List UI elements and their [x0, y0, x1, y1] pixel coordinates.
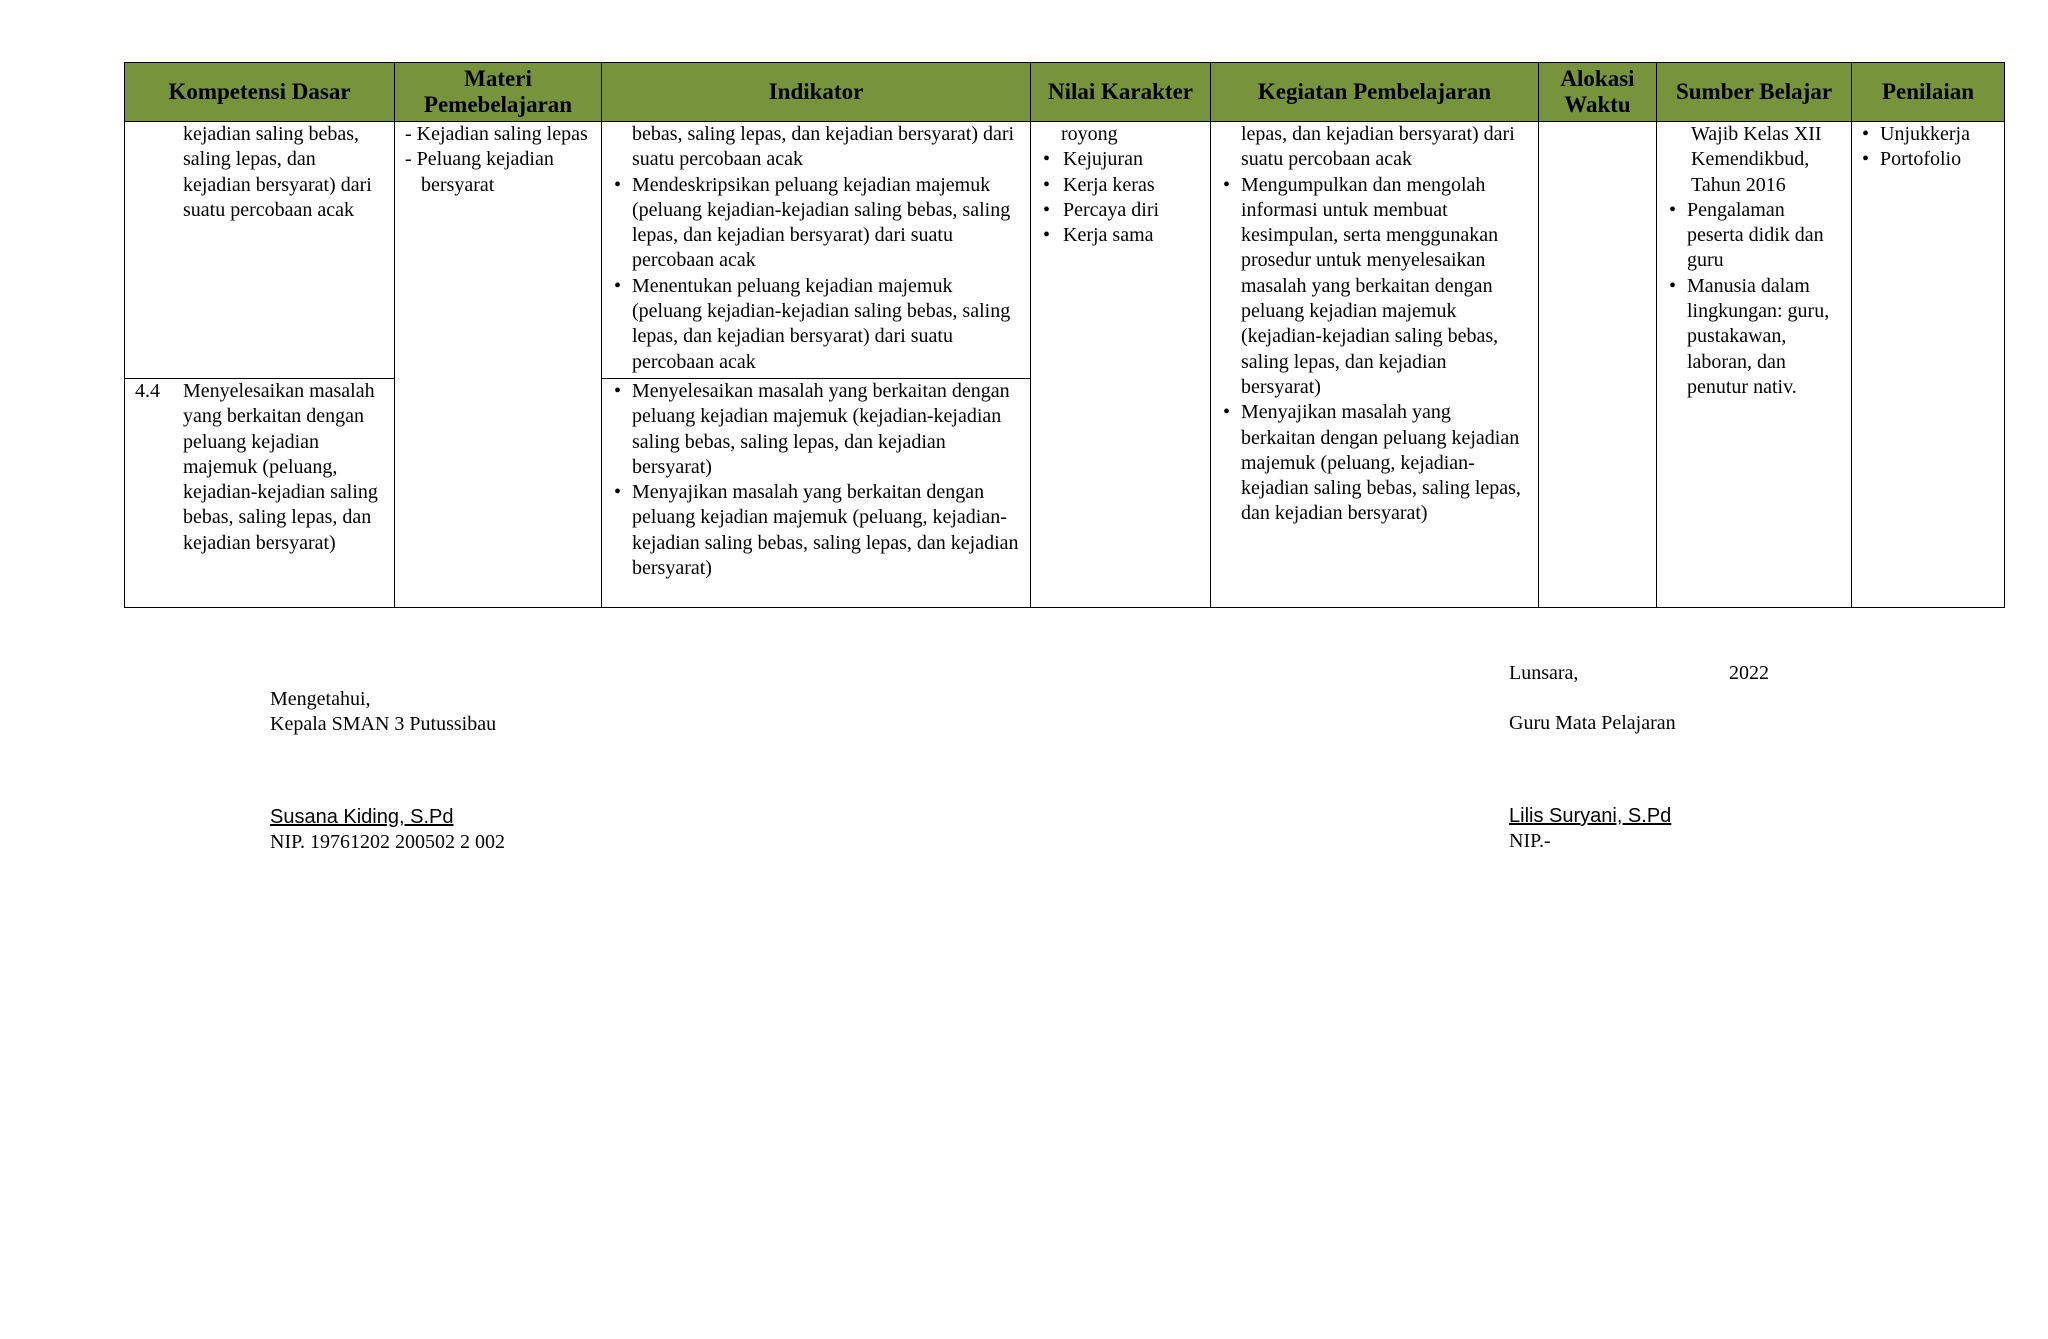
kd-continued-text: kejadian saling bebas, saling lepas, dan kejadian bersyarat) dari suatu percobaan acak	[183, 123, 372, 221]
penilaian-list	[1852, 122, 2004, 173]
kd-cell-continued	[125, 122, 395, 379]
materi-cell	[395, 122, 602, 608]
list-item: • Percaya diri	[1043, 198, 1200, 223]
sumber-cell	[1657, 122, 1852, 608]
header-penilaian: Penilaian	[1852, 63, 2005, 122]
indikator-list-2	[602, 379, 1030, 581]
header-nilai-karakter: Nilai Karakter	[1031, 63, 1211, 122]
nilai-karakter-cell	[1031, 122, 1211, 608]
principal-name: Susana Kiding, S.Pd	[270, 806, 454, 828]
teacher-nip: NIP.-	[1509, 830, 1551, 852]
acknowledgement-label: Mengetahui,	[270, 688, 371, 710]
signature-right	[1509, 661, 1809, 854]
list-item: • Pengalaman peserta didik dan guru	[1669, 198, 1841, 274]
signature-left	[270, 687, 505, 855]
alokasi-cell	[1539, 122, 1657, 608]
list-item: - Kejadian saling lepas	[405, 123, 588, 145]
penilaian-cell	[1852, 122, 2005, 608]
kegiatan-continued: lepas, dan kejadian bersyarat) dari suatu percobaan acak	[1241, 123, 1515, 171]
syllabus-table	[124, 62, 2005, 608]
kd-entry	[125, 379, 394, 556]
list-item: • Kejujuran	[1043, 147, 1200, 172]
table-row	[125, 122, 2005, 379]
header-kompetensi-dasar: Kompetensi Dasar	[125, 63, 395, 122]
list-item: • Menentukan peluang kejadian majemuk (peluang kejadian-kejadian saling bebas, saling lepas, dan kejadian bersyarat) dari suatu percobaan acak	[614, 274, 1020, 375]
kegiatan-cell	[1211, 122, 1539, 608]
sumber-continued: Wajib Kelas XII Kemendikbud, Tahun 2016	[1691, 123, 1822, 196]
place-date-line	[1509, 661, 1809, 686]
list-item: • Kerja sama	[1043, 223, 1200, 248]
header-sumber: Sumber Belajar	[1657, 63, 1852, 122]
header-materi: Materi Pemebelajaran	[395, 63, 602, 122]
principal-nip: NIP. 19761202 200502 2 002	[270, 831, 506, 853]
list-item: • Manusia dalam lingkungan: guru, pustakawan, laboran, dan penutur nativ.	[1669, 274, 1841, 400]
kd-text: Menyelesaikan masalah yang berkaitan dengan peluang kejadian majemuk (peluang, kejadian-kejadian saling bebas, saling lepas, dan kejadian bersyarat)	[183, 380, 378, 554]
header-kegiatan: Kegiatan Pembelajaran	[1211, 63, 1539, 122]
list-item: • Menyelesaikan masalah yang berkaitan dengan peluang kejadian majemuk (kejadian-kejadian saling bebas, saling lepas, dan kejadian bersyarat)	[614, 379, 1020, 480]
header-indikator: Indikator	[602, 63, 1031, 122]
sumber-list	[1657, 198, 1851, 400]
list-item: • Menyajikan masalah yang berkaitan dengan peluang kejadian majemuk (peluang, kejadian-kejadian saling bebas, saling lepas, dan kejadian bersyarat)	[614, 480, 1020, 581]
indikator-continued: bebas, saling lepas, dan kejadian bersyarat) dari suatu percobaan acak	[632, 123, 1015, 171]
principal-title: Kepala SMAN 3 Putussibau	[270, 713, 497, 735]
teacher-name: Lilis Suryani, S.Pd	[1509, 805, 1672, 827]
kegiatan-list	[1211, 173, 1538, 527]
year: 2022	[1729, 662, 1769, 684]
nilai-list	[1031, 147, 1210, 248]
kd-number: 4.4	[135, 380, 160, 402]
indikator-cell-1	[602, 122, 1031, 379]
nilai-continued: royong	[1061, 123, 1118, 145]
materi-list	[395, 122, 601, 198]
kd-cell-4-4	[125, 379, 395, 608]
list-item: • Portofolio	[1862, 147, 1994, 172]
teacher-title: Guru Mata Pelajaran	[1509, 712, 1676, 734]
list-item: • Menyajikan masalah yang berkaitan dengan peluang kejadian majemuk (peluang, kejadian-kejadian saling bebas, saling lepas, dan kejadian bersyarat)	[1223, 400, 1528, 526]
list-item: • Mengumpulkan dan mengolah informasi untuk membuat kesimpulan, serta menggunakan prosedur untuk menyelesaikan masalah yang berkaitan dengan peluang kejadian majemuk (kejadian-kejadian saling bebas, saling lepas, dan kejadian bersyarat)	[1223, 173, 1528, 401]
list-item: - Peluang kejadian bersyarat	[405, 148, 554, 196]
list-item: • Unjukkerja	[1862, 122, 1994, 147]
place: Lunsara,	[1509, 662, 1579, 684]
table-header-row	[125, 63, 2005, 122]
list-item: • Mendeskripsikan peluang kejadian majemuk (peluang kejadian-kejadian saling bebas, saling lepas, dan kejadian bersyarat) dari suatu percobaan acak	[614, 173, 1020, 274]
header-alokasi: Alokasi Waktu	[1539, 63, 1657, 122]
list-item: • Kerja keras	[1043, 173, 1200, 198]
indikator-list-1	[602, 173, 1030, 375]
indikator-cell-2	[602, 379, 1031, 608]
